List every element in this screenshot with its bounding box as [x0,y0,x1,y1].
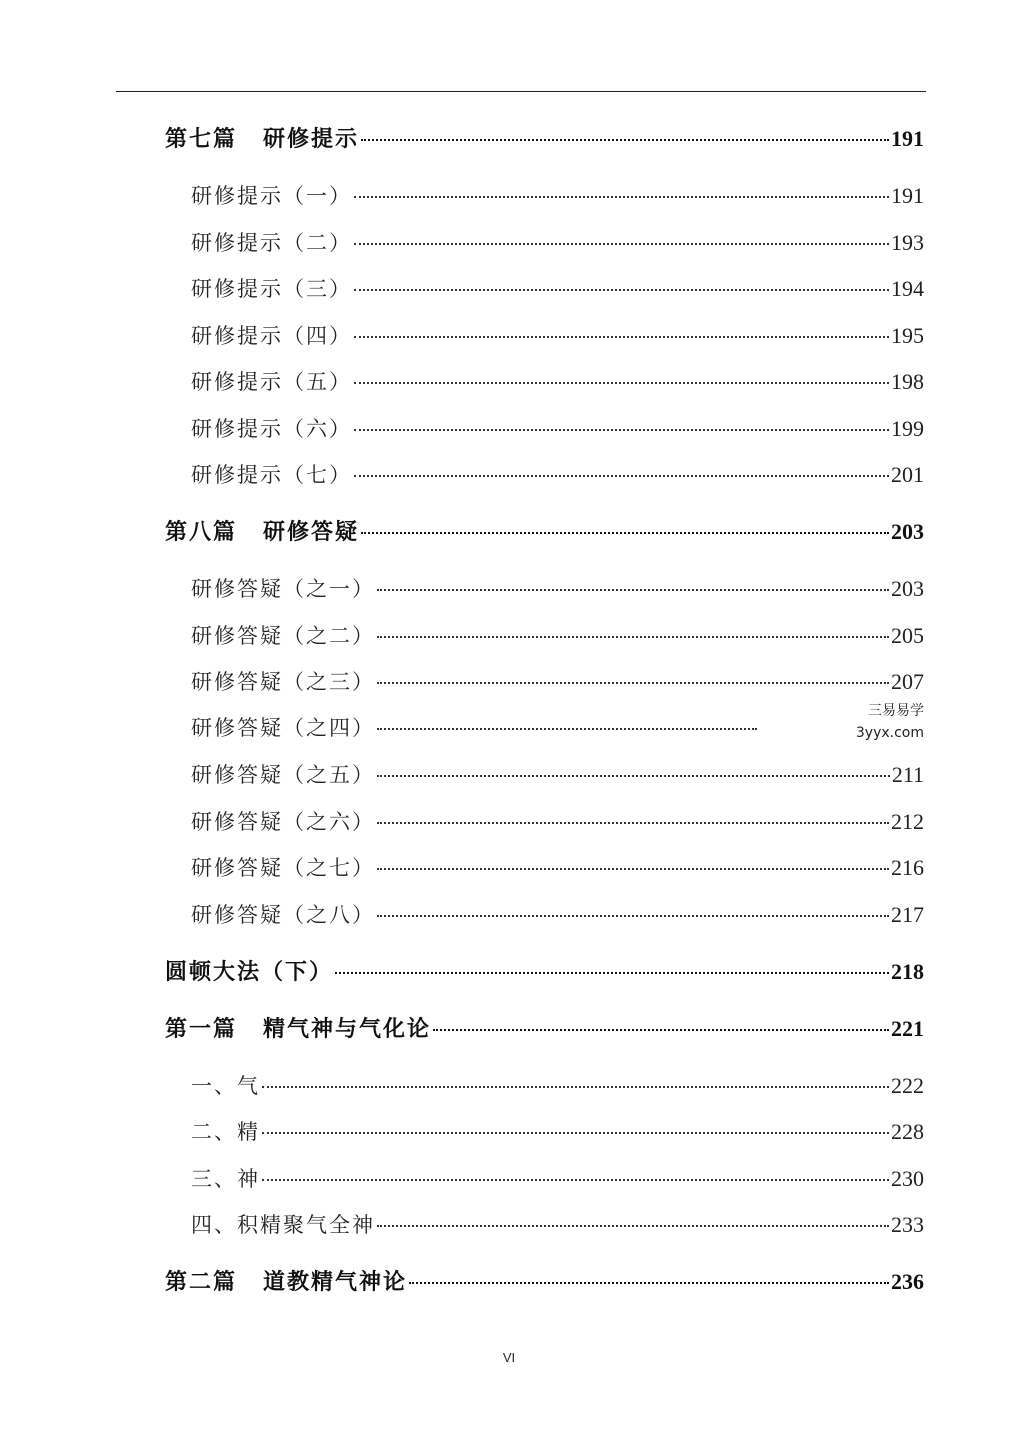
dot-leader [354,429,889,431]
dot-leader [377,915,889,917]
dot-leader [409,1282,889,1284]
dot-leader [377,868,889,870]
dot-leader [262,1179,889,1181]
toc-entry-label [165,955,333,989]
toc-page-number: 211 [891,762,924,787]
toc-section-entry[interactable] [191,179,924,213]
toc-page-number: 233 [891,1212,924,1237]
toc-page-number: 221 [891,1016,924,1041]
toc-entry-label [165,515,359,549]
dot-leader [354,289,889,291]
toc-section-entry[interactable] [191,572,924,606]
toc-section-entry[interactable] [191,272,924,306]
toc-entry-title: 研修答疑（之四） [191,716,375,740]
dot-leader [377,682,889,684]
toc-entry-title: 圆顿大法（下） [165,959,334,985]
toc-chapter-entry[interactable] [165,515,924,549]
toc-entry-label [191,1115,260,1149]
toc-entry-label [191,805,375,839]
toc-entry-label [191,272,352,306]
toc-chapter-number: 第八篇 [165,519,238,545]
toc-entry-label [191,458,352,492]
toc-page-number: 216 [891,855,924,880]
dot-leader [354,196,889,198]
toc-entry-label [191,758,375,792]
dot-leader [354,475,889,477]
toc-chapter-entry[interactable] [165,122,924,156]
toc-page-number: 203 [891,576,924,601]
toc-page-number: 194 [891,276,924,301]
toc-entry-label [165,1265,407,1299]
toc-entry-label [191,1162,260,1196]
toc-entry-title: 研修答疑（之六） [191,810,375,834]
dot-leader [262,1086,889,1088]
dot-leader [354,382,889,384]
toc-entry-label [191,898,375,932]
toc-chapter-number: 第二篇 [165,1269,238,1295]
toc-entry-title: 研修答疑（之七） [191,856,375,880]
toc-section-entry[interactable] [191,1208,924,1242]
toc-entry-label [191,572,375,606]
toc-section-entry[interactable] [191,898,924,932]
toc-entry-label [165,1012,431,1046]
toc-section-entry[interactable] [191,805,924,839]
dot-leader [377,636,889,638]
toc-section-entry[interactable] [191,619,924,653]
dot-leader [262,1132,889,1134]
toc-page-number: 222 [891,1073,924,1098]
toc-section-entry[interactable] [191,319,924,353]
watermark-url: 3yyx.com [855,725,924,741]
toc-page-number: 191 [891,126,924,151]
toc-entry-label [191,851,375,885]
dot-leader [377,1225,889,1227]
toc-entry-title: 二、精 [191,1120,260,1144]
toc-chapter-number: 第七篇 [165,126,238,152]
toc-page-number: 203 [891,519,924,544]
toc-entry-title: 一、气 [191,1074,260,1098]
toc-page-number: 218 [891,959,924,984]
toc-section-entry[interactable] [191,458,924,492]
toc-entry-title: 三、神 [191,1167,260,1191]
toc-page-number: 198 [891,369,924,394]
toc-page-number: 207 [891,669,924,694]
toc-section-entry[interactable] [191,226,924,260]
toc-section-entry[interactable] [191,365,924,399]
toc-chapter-number: 第一篇 [165,1016,238,1042]
toc-page-number: 205 [891,623,924,648]
toc-entry-label [191,665,375,699]
toc-entry-title: 研修提示（六） [191,417,352,441]
dot-leader [335,972,889,974]
toc-chapter-entry[interactable] [165,1265,924,1299]
toc-page-number: 193 [891,230,924,255]
toc-entry-label [191,226,352,260]
toc-page-number: 201 [891,462,924,487]
toc-entry-label [191,365,352,399]
toc-entry-title: 研修提示（二） [191,231,352,255]
toc-entry-label [191,711,375,745]
toc-section-entry[interactable] [191,758,924,792]
toc-page-number: 236 [891,1269,924,1294]
toc-page-number: 230 [891,1166,924,1191]
toc-section-entry[interactable] [191,412,924,446]
toc-entry-title: 研修提示（五） [191,370,352,394]
toc-entry-title: 研修提示（一） [191,184,352,208]
toc-page-number: 228 [891,1119,924,1144]
toc-entry-title: 研修答疑（之三） [191,670,375,694]
toc-entry-label [191,619,375,653]
toc-entry-title: 道教精气神论 [263,1269,408,1295]
watermark [760,700,930,748]
dot-leader [354,243,889,245]
toc-entry-title: 精气神与气化论 [263,1016,432,1042]
toc-page-number: 191 [891,183,924,208]
toc-entry-title: 研修答疑（之五） [191,763,375,787]
dot-leader [361,139,889,141]
dot-leader [433,1029,889,1031]
toc-entry-title: 研修答疑（之一） [191,577,375,601]
toc-entry-label [191,179,352,213]
toc-section-entry[interactable] [191,1115,924,1149]
toc-chapter-entry[interactable] [165,1012,924,1046]
toc-entry-title: 研修提示（七） [191,463,352,487]
page-number: VI [502,1350,516,1365]
toc-page-number: 212 [891,809,924,834]
toc-entry-label [165,122,359,156]
toc-entry-title: 四、积精聚气全神 [191,1213,375,1237]
toc-entry-title: 研修提示（三） [191,277,352,301]
toc-entry-title: 研修答疑 [263,519,360,545]
dot-leader [377,822,889,824]
dot-leader [377,728,757,730]
toc-chapter-entry[interactable] [165,955,924,989]
toc-entry-title: 研修答疑（之二） [191,624,375,648]
toc-section-entry[interactable] [191,1069,924,1103]
toc-entry-label [191,1069,260,1103]
toc-entry-label [191,412,352,446]
dot-leader [377,775,890,777]
toc-entry-label [191,319,352,353]
toc-section-entry[interactable] [191,665,924,699]
toc-page-number: 199 [891,416,924,441]
toc-page-number: 195 [891,323,924,348]
toc-section-entry[interactable] [191,1162,924,1196]
toc-entry-label [191,1208,375,1242]
toc-page-number: 217 [891,902,924,927]
toc-entry-title: 研修提示 [263,126,360,152]
toc-entry-title: 研修答疑（之八） [191,903,375,927]
dot-leader [354,336,889,338]
dot-leader [377,589,889,591]
toc-entry-title: 研修提示（四） [191,324,352,348]
dot-leader [361,532,889,534]
toc-section-entry[interactable] [191,851,924,885]
watermark-name: 三易易学 [868,703,924,719]
